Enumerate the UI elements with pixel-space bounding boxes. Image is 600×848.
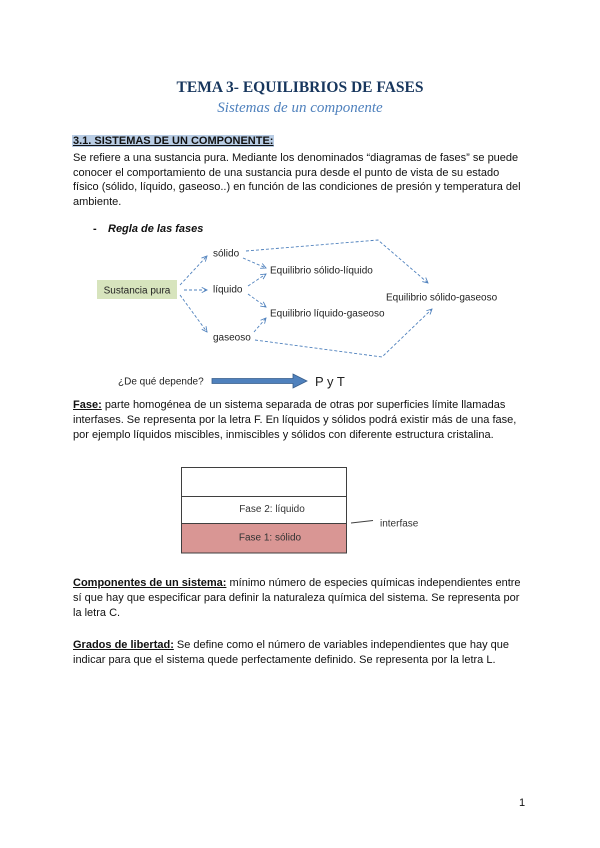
page-title: TEMA 3- EQUILIBRIOS DE FASES (176, 79, 424, 96)
definition-line (73, 638, 509, 653)
definition-term: Fase: (73, 399, 102, 411)
definition-text: mínimo número de especies químicas independientes entre (229, 577, 521, 589)
phase-rule-diagram (90, 235, 510, 395)
definition-line: sí que hay que especificar para definir la naturaleza química del sistema. Se representa por (73, 592, 520, 604)
source-label: Sustancia pura (103, 285, 171, 297)
eq-liquid-gas-label: Equilibrio líquido-gaseoso (270, 308, 385, 320)
page-subtitle: Sistemas de un componente (217, 100, 383, 116)
interface-pointer (351, 521, 373, 524)
depends-arrow (212, 374, 307, 388)
definition-line: la letra C. (73, 607, 121, 619)
definition-term: Grados de libertad: (73, 639, 174, 651)
page-number: 1 (519, 797, 526, 809)
bullet-marker: - (93, 223, 97, 235)
connector-solid-to-eq-solid-liquid (243, 258, 266, 268)
layer-top (182, 468, 347, 497)
connector-source-solid (180, 256, 207, 285)
section-heading-text: 3.1. SISTEMAS DE UN COMPONENTE: (73, 135, 274, 147)
connector-source-gas (180, 295, 207, 332)
depends-answer: P y T (315, 374, 345, 389)
bullet-label: Regla de las fases (108, 223, 204, 235)
state-liquid-label: líquido (213, 284, 243, 296)
state-solid-label: sólido (213, 248, 240, 260)
connector-liquid-to-eq-liquid-gas (248, 294, 266, 307)
connector-gas-to-eq-liquid-gas (254, 318, 266, 332)
intro-line: conocer el comportamiento de una sustancia pura desde el punto de vista de su estado (73, 166, 500, 179)
intro-paragraph (73, 151, 521, 209)
layer-solid-label: Fase 1: sólido (238, 532, 302, 544)
intro-line: Se refiere a una sustancia pura. Mediante los denominados “diagramas de fases” se puede (73, 152, 519, 164)
interface-label: interfase (380, 518, 419, 530)
intro-line: ambiente. (73, 195, 122, 208)
layer-liquid-label: Fase 2: líquido (239, 504, 305, 515)
definition-text: parte homogénea de un sistema separada de otras por superficies límite llamadas (104, 399, 506, 411)
connector-solid-to-eq-solid-gas (246, 240, 428, 283)
eq-solid-gas-label: Equilibrio sólido-gaseoso (386, 292, 498, 304)
definition-componentes (73, 576, 521, 621)
definition-line: indicar para que el sistema quede perfectamente definido. Se representa por la letra L. (73, 654, 496, 666)
definition-text: Se define como el número de variables independientes que hay que (176, 639, 509, 651)
definition-line: por ejemplo líquidos miscibles, inmiscibles y sólidos con diferente estructura cristalina. (73, 429, 494, 441)
definition-line (73, 576, 521, 591)
connector-liquid-to-eq-solid-liquid (248, 274, 266, 286)
phase-layers-figure (175, 460, 435, 560)
intro-line: físico (sólido, líquido, gaseoso..) en función de las condiciones de presión y temperatura del (73, 181, 521, 193)
definition-term: Componentes de un sistema: (73, 577, 227, 589)
state-gas-label: gaseoso (213, 332, 251, 344)
eq-solid-liquid-label: Equilibrio sólido-líquido (270, 265, 373, 277)
definition-line: interfases. Se representa por la letra F. En líquidos y sólidos podrá existir más de una fase, (73, 414, 517, 426)
definition-fase (73, 398, 516, 443)
depends-question: ¿De qué depende? (118, 376, 204, 388)
definition-grados (73, 638, 509, 668)
definition-line (73, 398, 516, 413)
section-heading (72, 135, 274, 148)
